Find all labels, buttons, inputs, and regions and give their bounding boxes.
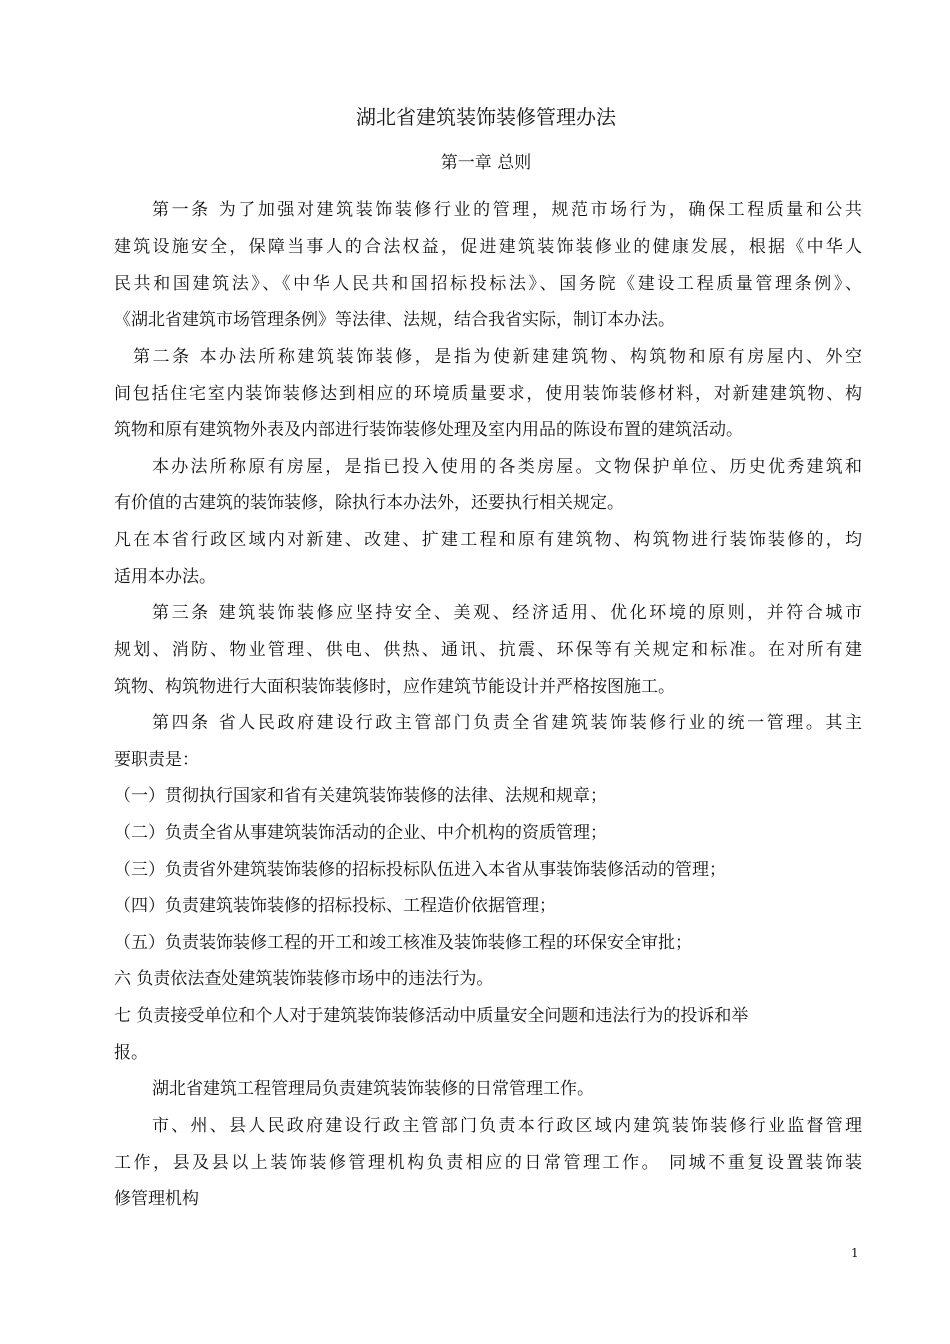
- body-line: 建筑设施安全，保障当事人的合法权益，促进建筑装饰装修业的健康发展，根据《中华人: [114, 237, 862, 257]
- list-item: （二）负责全省从事建筑装饰活动的企业、中介机构的资质管理；: [114, 823, 607, 843]
- body-line: 规划、消防、物业管理、供电、供热、通讯、抗震、环保等有关规定和标准。在对所有建: [114, 640, 862, 660]
- list-item: （一）贯彻执行国家和省有关建筑装饰装修的法律、法规和规章；: [114, 786, 607, 806]
- body-line: 本办法所称原有房屋，是指已投入使用的各类房屋。文物保护单位、历史优秀建筑和: [152, 457, 862, 477]
- body-line: 民共和国建筑法》、《中华人民共和国招标投标法》、国务院《建设工程质量管理条例》、: [114, 274, 862, 294]
- body-line: 报。: [114, 1043, 148, 1063]
- list-item: （五）负责装饰装修工程的开工和竣工核准及装饰装修工程的环保安全审批；: [114, 933, 692, 953]
- body-line: 适用本办法。: [114, 567, 216, 587]
- page-number: 1: [851, 1246, 859, 1260]
- chapter-heading: 第一章 总则: [440, 153, 532, 173]
- body-line: 第四条 省人民政府建设行政主管部门负责全省建筑装饰装修行业的统一管理。其主: [152, 713, 862, 733]
- body-line: 凡在本省行政区域内对新建、改建、扩建工程和原有建筑物、构筑物进行装饰装修的，均: [114, 530, 862, 550]
- body-line: 《湖北省建筑市场管理条例》等法律、法规，结合我省实际，制订本办法。: [114, 310, 675, 330]
- list-item: 六 负责依法查处建筑装饰装修市场中的违法行为。: [114, 969, 494, 989]
- body-line: 第三条 建筑装饰装修应坚持安全、美观、经济适用、优化环境的原则，并符合城市: [152, 603, 862, 623]
- body-line: 第一条 为了加强对建筑装饰装修行业的管理，规范市场行为，确保工程质量和公共: [152, 200, 862, 220]
- body-line: 间包括住宅室内装饰装修达到相应的环境质量要求，使用装饰装修材料，对新建建筑物、构: [114, 384, 862, 404]
- body-line: 市、州、县人民政府建设行政主管部门负责本行政区域内建筑装饰装修行业监督管理: [152, 1116, 862, 1136]
- list-item: 七 负责接受单位和个人对于建筑装饰装修活动中质量安全问题和违法行为的投诉和举: [114, 1006, 749, 1026]
- document-title: 湖北省建筑装饰装修管理办法: [356, 105, 616, 129]
- list-item: （四）负责建筑装饰装修的招标投标、工程造价依据管理；: [114, 896, 556, 916]
- body-line: 筑物和原有建筑物外表及内部进行装饰装修处理及室内用品的陈设布置的建筑活动。: [114, 420, 743, 440]
- body-line: 工作，县及县以上装饰装修管理机构负责相应的日常管理工作。 同城不重复设置装饰装: [114, 1153, 862, 1173]
- body-line: 修管理机构: [114, 1189, 199, 1209]
- body-line: 湖北省建筑工程管理局负责建筑装饰装修的日常管理工作。: [152, 1079, 594, 1099]
- body-line: 有价值的古建筑的装饰装修，除执行本办法外，还要执行相关规定。: [114, 493, 624, 513]
- list-item: （三）负责省外建筑装饰装修的招标投标队伍进入本省从事装饰装修活动的管理；: [114, 860, 726, 880]
- body-line: 第二条 本办法所称建筑装饰装修，是指为使新建建筑物、构筑物和原有房屋内、外空: [133, 347, 862, 367]
- body-line: 筑物、构筑物进行大面积装饰装修时，应作建筑节能设计并严格按图施工。: [114, 677, 675, 697]
- body-line: 要职责是：: [114, 750, 199, 770]
